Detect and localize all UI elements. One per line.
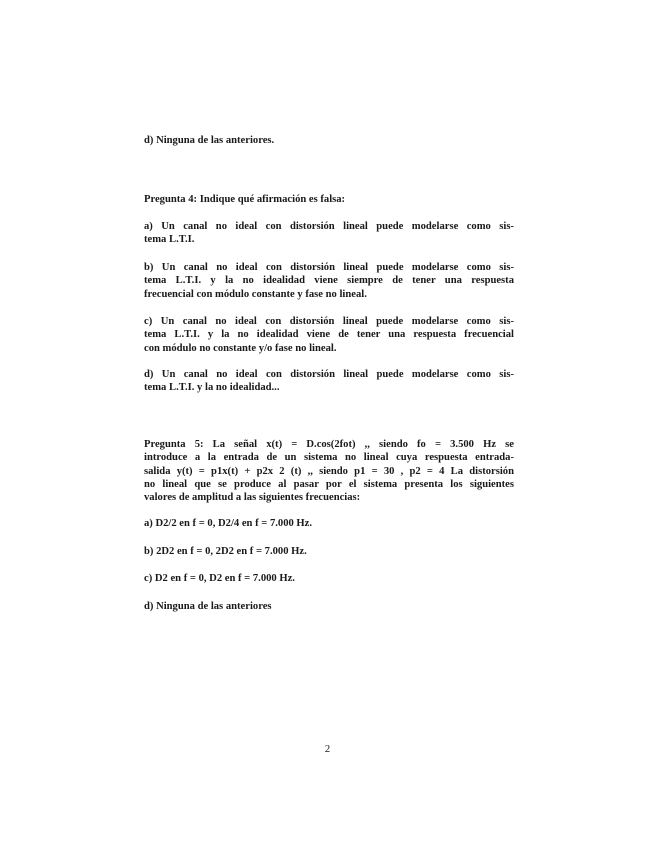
question-5-option-a: a) D2/2 en f = 0, D2/4 en f = 7.000 Hz. [144,518,313,529]
question-4-option-c: c) Un canal no ideal con distorsión lineal puede modelarse como sis- tema L.T.I. y la no idealidad viene de tener una respuesta frecuencial con módulo no constante y/o fase no lineal. [144,316,514,354]
question-5-option-d: d) Ninguna de las anteriores [144,601,272,612]
question-5-option-c: c) D2 en f = 0, D2 en f = 7.000 Hz. [144,573,295,584]
page-number: 2 [324,744,331,755]
question-4-option-b: b) Un canal no ideal con distorsión lineal puede modelarse como sis- tema L.T.I. y la no idealidad viene siempre de tener una respuesta frecuencial con módulo constante y fase no lineal. [144,262,514,300]
question-4-option-d: d) Un canal no ideal con distorsión lineal puede modelarse como sis- tema L.T.I. y la no idealidad... [144,369,514,394]
question-5-option-b: b) 2D2 en f = 0, 2D2 en f = 7.000 Hz. [144,546,307,557]
question-5-statement: Pregunta 5: La señal x(t) = D.cos(2fot) ,, siendo fo = 3.500 Hz se introduce a la entrada de un sistema no lineal cuya respuesta entrada- salida y(t) = p1x(t) + p2x 2 (t) ,, siendo p1 = 30 , p2 = 4 La distorsión no lineal que se produce al pasar por el sistema presenta los siguientes valores de amplitud a las siguientes frecuencias: [144,439,514,504]
question-4-option-a: a) Un canal no ideal con distorsión lineal puede modelarse como sis- tema L.T.I. [144,221,514,246]
prev-option-d: d) Ninguna de las anteriores. [144,135,275,146]
question-4-title: Pregunta 4: Indique qué afirmación es falsa: [144,194,346,205]
